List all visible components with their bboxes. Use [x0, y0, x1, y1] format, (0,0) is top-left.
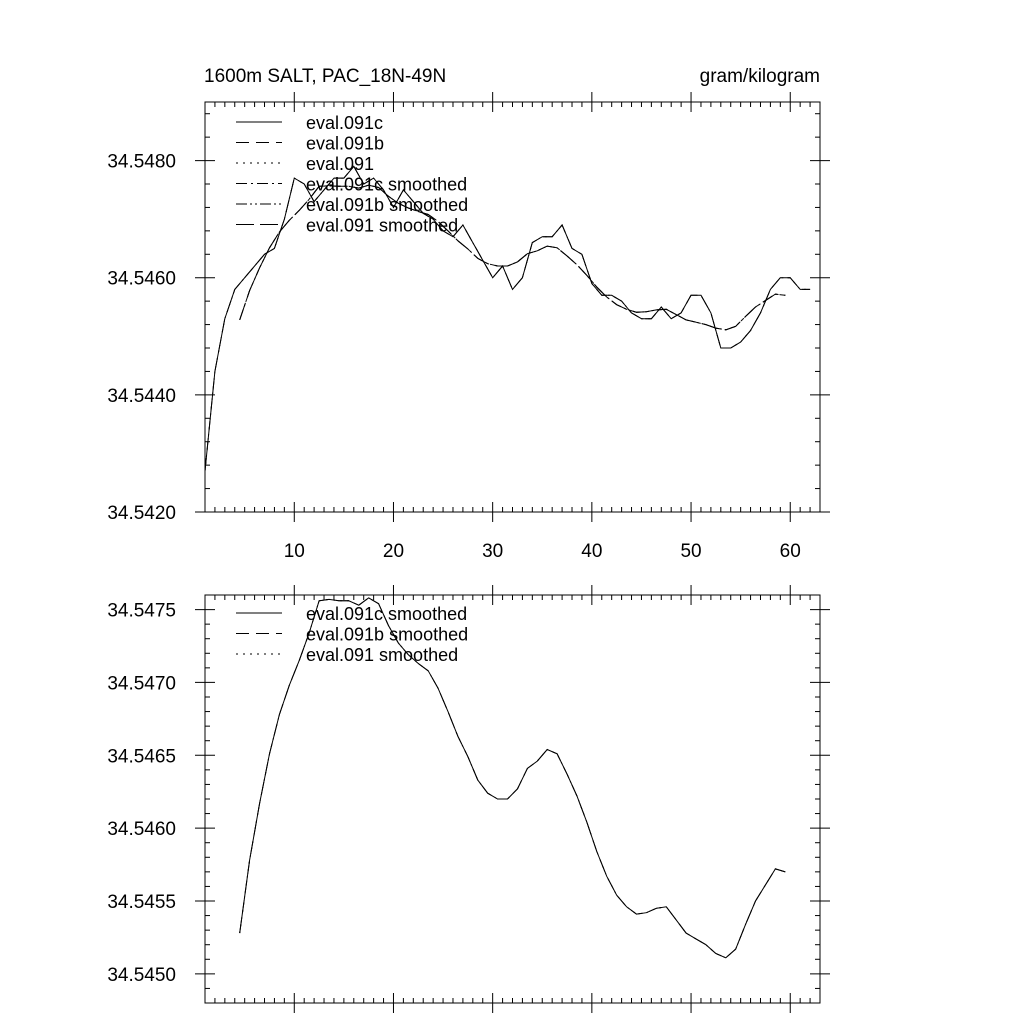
legend-label: eval.091b smoothed [306, 195, 469, 215]
legend-label: eval.091 [306, 154, 375, 174]
series-line [205, 166, 810, 471]
legend-label: eval.091b smoothed [306, 624, 469, 645]
x-tick-label: 60 [779, 541, 801, 562]
bottom-line-chart [107, 585, 830, 1013]
y-tick-label: 34.5465 [107, 746, 176, 768]
top-line-chart [107, 66, 830, 562]
y-tick-label: 34.5460 [107, 819, 176, 841]
legend-label: eval.091c smoothed [306, 174, 468, 195]
x-tick-label: 40 [581, 541, 603, 562]
y-tick-label: 34.5440 [107, 385, 176, 407]
y-tick-label: 34.5470 [107, 673, 176, 695]
x-tick-label: 50 [680, 541, 702, 562]
legend-label: eval.091c [306, 113, 384, 133]
legend-label: eval.091c smoothed [306, 604, 468, 624]
legend-label: eval.091 smoothed [306, 645, 459, 665]
legend-label: eval.091b [306, 133, 385, 154]
x-tick-label: 30 [482, 541, 504, 562]
y-tick-label: 34.5450 [107, 964, 176, 986]
y-tick-label: 34.5420 [107, 503, 176, 524]
plot-frame [205, 102, 820, 512]
x-tick-label: 20 [382, 541, 405, 562]
series-line [205, 166, 810, 471]
x-tick-label: 10 [283, 541, 305, 562]
legend-label: eval.091 smoothed [306, 215, 459, 236]
y-tick-label: 34.5480 [107, 151, 176, 173]
y-tick-label: 34.5475 [107, 600, 176, 622]
plot-frame [205, 595, 820, 1003]
y-tick-label: 34.5455 [107, 892, 176, 913]
chart-units: gram/kilogram [699, 66, 820, 87]
series-line [205, 166, 810, 471]
y-tick-label: 34.5460 [107, 268, 176, 290]
chart-title: 1600m SALT, PAC_18N-49N [204, 66, 447, 87]
